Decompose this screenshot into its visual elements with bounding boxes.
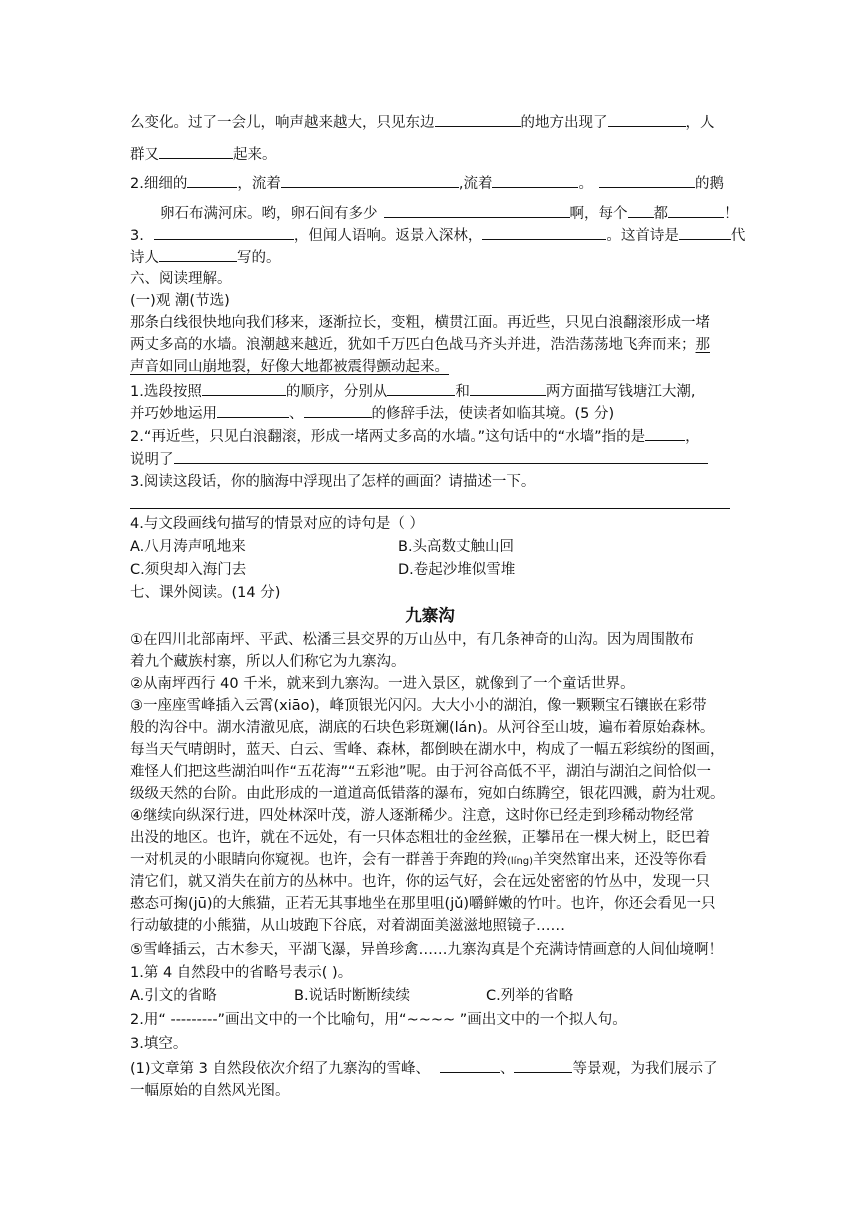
- answer-blank[interactable]: [679, 224, 731, 240]
- answer-blank[interactable]: [435, 111, 521, 127]
- question-line: 2.“再近些，只见白浪翻滚，形成一堵两丈多高的水墙。”这句话中的“水墙”指的是 ，: [130, 425, 700, 447]
- underlined-sentence: 声音如同山崩地裂，好像大地都被震得颤动起来。: [130, 359, 449, 375]
- option-d[interactable]: D.卷起沙堆似雪堆: [398, 562, 516, 578]
- answer-blank[interactable]: [608, 111, 686, 127]
- answer-blank[interactable]: [668, 202, 724, 218]
- answer-blank[interactable]: [482, 224, 606, 240]
- answer-blank[interactable]: [159, 143, 233, 159]
- paragraph-line: 行动敏捷的小熊猫，从山坡跑下谷底，对着湖面美滋滋地照镜子……: [130, 918, 565, 934]
- answer-blank[interactable]: [440, 1057, 500, 1073]
- question-line: 1.第 4 自然段中的省略号表示( )。: [130, 965, 353, 981]
- paragraph-line: 清它们，就又消失在前方的丛林中。也许，你的运气好，会在远处密密的竹丛中，发现一只: [130, 874, 710, 890]
- paragraph-line: 着九个藏族村寨，所以人们称它为九寨沟。: [130, 654, 406, 670]
- passage-line: [130, 356, 449, 378]
- question-line: 2.用“ ---------”画出文中的一个比喻句，用“~~~~ ”画出文中的一个拟人句。: [130, 1012, 627, 1028]
- answer-blank[interactable]: [187, 172, 237, 188]
- section-heading: 六、阅读理解。: [130, 271, 232, 287]
- answer-blank[interactable]: [514, 1057, 572, 1073]
- question-line: 卵石布满河床。哟，卵石间有多少 啊，每个 都 ！: [160, 202, 739, 224]
- option-a[interactable]: A.八月涛声吼地来: [130, 539, 246, 555]
- answer-blank[interactable]: [387, 380, 455, 396]
- answer-blank[interactable]: [202, 380, 286, 396]
- paragraph-line: 憨态可掬(jū)的大熊猫，正若无其事地坐在那里咀(jǔ)嚼鲜嫩的竹叶。也许，你还会看见一只: [130, 896, 716, 912]
- paragraph-line: 般的沟谷中。湖水清澈见底，湖底的石块色彩斑斓(lán)。从河谷至山坡，遍布着原始森林。: [130, 720, 715, 736]
- paragraph-line: 一对机灵的小眼睛向你窥视。也许，会有一群善于奔跑的羚(líng)羊突然窜出来，还没等你看: [130, 852, 708, 868]
- passage-line: 那条白线很快地向我们移来，逐渐拉长，变粗，横贯江面。再近些，只见白浪翻滚形成一堵: [130, 315, 710, 331]
- answer-blank[interactable]: [599, 172, 695, 188]
- article-title: 九寨沟: [405, 606, 455, 625]
- paragraph-line: ①在四川北部南坪、平武、松潘三县交界的万山丛中，有几条神奇的山沟。因为周围散布: [130, 632, 694, 648]
- answer-line[interactable]: [130, 508, 730, 509]
- paragraph-line: ②从南坪西行 40 千米，就来到九寨沟。一进入景区，就像到了一个童话世界。: [130, 676, 635, 692]
- answer-blank[interactable]: [217, 402, 289, 418]
- text-line: 么变化。过了一会儿，响声越来越大，只见东边 的地方出现了 ，人: [130, 111, 715, 133]
- passage-line: 两丈多高的水墙。浪潮越来越近，犹如千万匹白色战马齐头并进，浩浩荡荡地飞奔而来；那: [130, 337, 710, 353]
- question-line: 2.细细的 ，流着 ,流着 。 的鹅: [130, 172, 724, 194]
- pinyin-note: (líng): [507, 856, 534, 867]
- option-a[interactable]: A.引文的省略: [130, 988, 217, 1004]
- paragraph-line: ③一座座雪峰插入云霄(xiāo)，峰顶银光闪闪。大大小小的湖泊，像一颗颗宝石镶嵌在彩带: [130, 698, 707, 714]
- question-line: 3. ，但闻人语响。返景入深林， 。这首诗是 代: [130, 224, 745, 246]
- answer-blank[interactable]: [304, 402, 372, 418]
- paragraph-line: 出没的地区。也许，就在不远处，有一只体态粗壮的金丝猴，正攀吊在一棵大树上，眨巴着: [130, 830, 710, 846]
- option-c[interactable]: C.列举的省略: [486, 988, 574, 1004]
- question-line: 说明了: [130, 448, 708, 470]
- paragraph-line: ④继续向纵深行进，四处林深叶茂，游人逐渐稀少。注意，这时你已经走到珍稀动物经常: [130, 808, 694, 824]
- underlined-sentence: 那: [695, 337, 710, 353]
- passage-title: (一)观 潮(节选): [130, 293, 230, 309]
- question-line: 一幅原始的自然风光图。: [130, 1083, 290, 1099]
- answer-blank[interactable]: [159, 246, 237, 262]
- option-c[interactable]: C.须臾却入海门去: [130, 562, 247, 578]
- question-line: 3.阅读这段话，你的脑海中浮现出了怎样的画面？请描述一下。: [130, 474, 536, 490]
- option-b[interactable]: B.说话时断断续续: [294, 988, 411, 1004]
- answer-blank[interactable]: [492, 172, 578, 188]
- answer-blank[interactable]: [470, 380, 546, 396]
- paragraph-line: 难怪人们把这些湖泊叫作“五花海”“五彩池”呢。由于河谷高低不平，湖泊与湖泊之间恰似一: [130, 764, 712, 780]
- question-line: 并巧妙地运用 、 的修辞手法，使读者如临其境。(5 分): [130, 402, 614, 424]
- paragraph-line: 每当天气晴朗时，蓝天、白云、雪峰、森林，都倒映在湖水中，构成了一幅五彩缤纷的图画，: [130, 742, 725, 758]
- option-b[interactable]: B.头高数丈触山回: [398, 539, 515, 555]
- question-line: 4.与文段画线句描写的情景对应的诗句是（ ）: [130, 516, 424, 532]
- question-line: 1.选段按照 的顺序，分别从 和 两方面描写钱塘江大潮,: [130, 380, 695, 402]
- question-line: 3.填空。: [130, 1036, 188, 1052]
- answer-blank[interactable]: [154, 224, 294, 240]
- paragraph-line: ⑤雪峰插云，古木参天，平湖飞瀑，异兽珍禽……九寨沟真是个充满诗情画意的人间仙境啊！: [130, 942, 723, 958]
- paragraph-line: 级级天然的台阶。由此形成的一道道高低错落的瀑布，宛如白练腾空，银花四溅，蔚为壮观。: [130, 786, 725, 802]
- section-heading: 七、课外阅读。(14 分): [130, 585, 281, 601]
- answer-blank[interactable]: [281, 172, 459, 188]
- question-line: (1)文章第 3 自然段依次介绍了九寨沟的雪峰、 、 等景观，为我们展示了: [130, 1057, 717, 1079]
- answer-blank[interactable]: [645, 425, 685, 441]
- text-line: 群又 起来。: [130, 143, 277, 165]
- question-line: 诗人 写的。: [130, 246, 281, 268]
- answer-blank[interactable]: [384, 202, 570, 218]
- answer-blank[interactable]: [174, 448, 708, 464]
- answer-blank[interactable]: [628, 202, 654, 218]
